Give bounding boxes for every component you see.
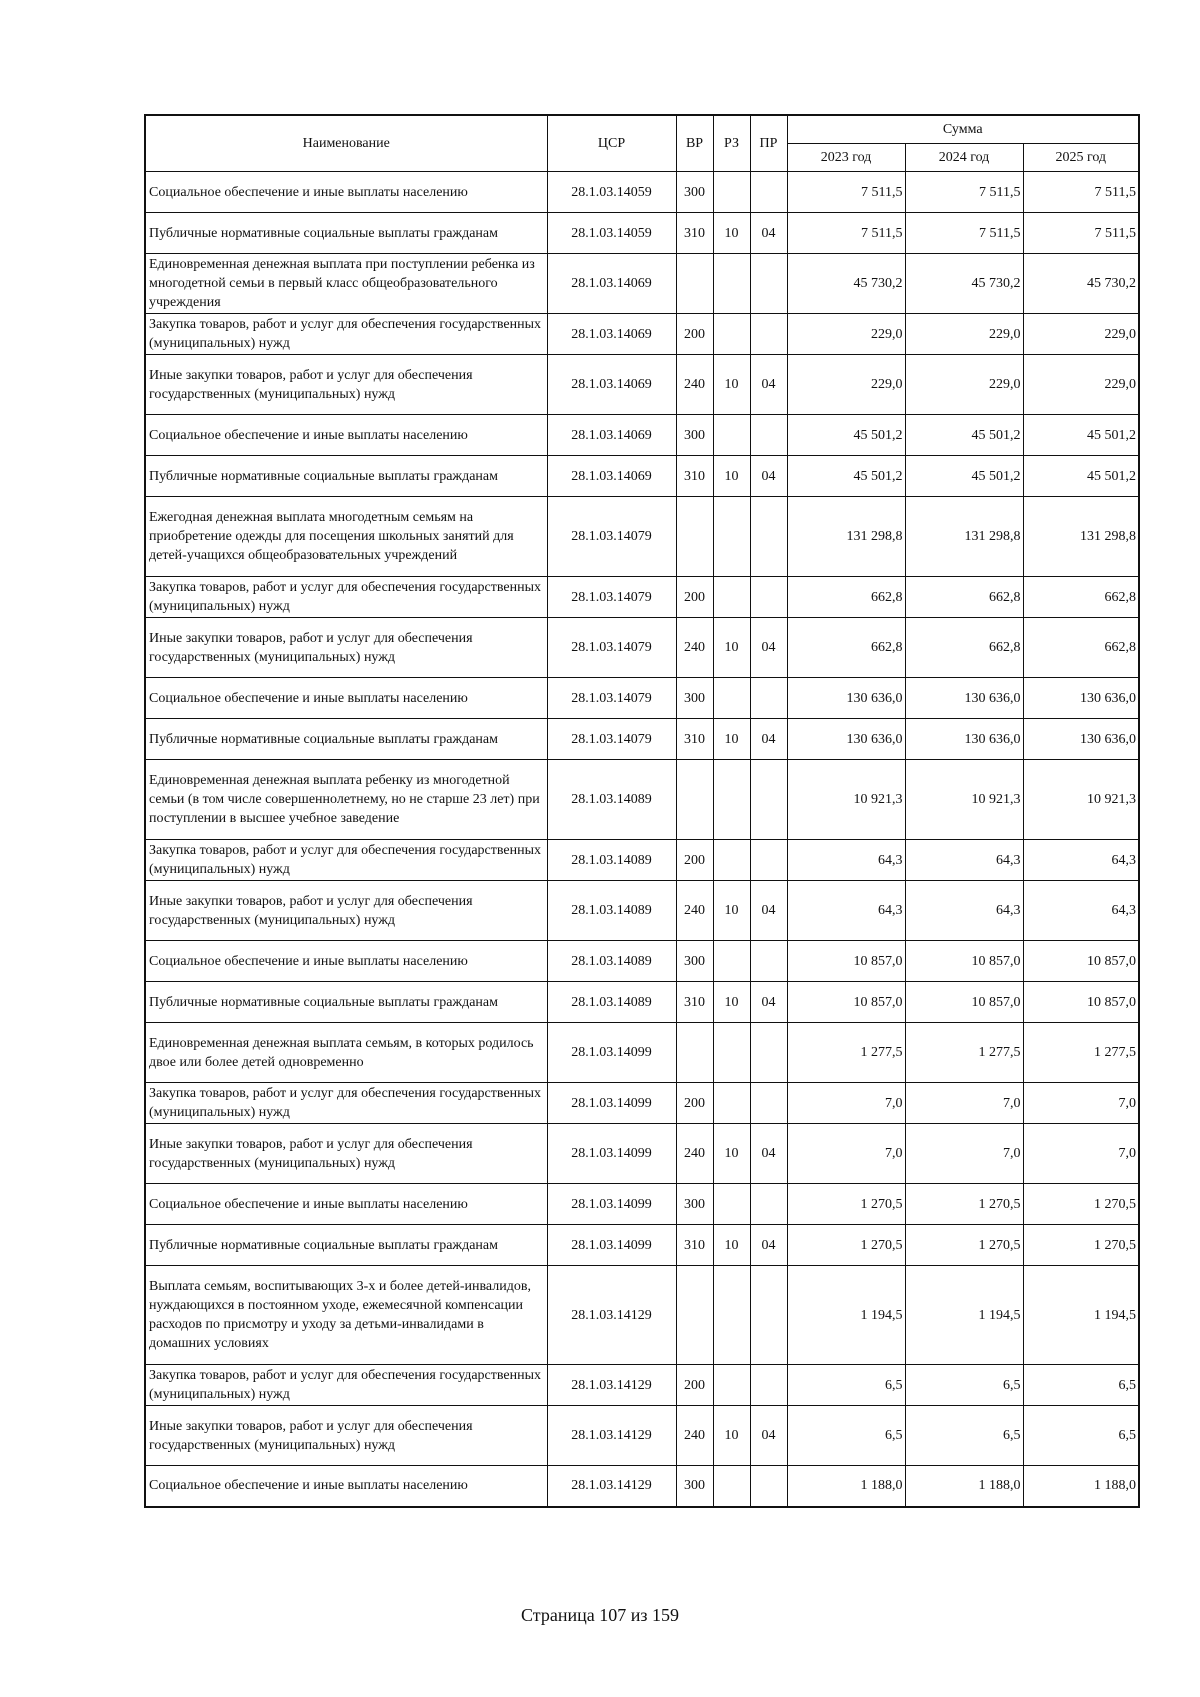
- row-value-2023: 1 270,5: [787, 1184, 905, 1225]
- row-vr: [676, 760, 713, 840]
- row-rz: [713, 1184, 750, 1225]
- row-name: Иные закупки товаров, работ и услуг для обеспечения государственных (муниципальных) нужд: [145, 881, 547, 941]
- row-value-2025: 45 501,2: [1023, 456, 1139, 497]
- row-vr: [676, 254, 713, 314]
- table-row: [145, 254, 1139, 314]
- row-vr: [676, 1266, 713, 1365]
- row-name: Иные закупки товаров, работ и услуг для обеспечения государственных (муниципальных) нужд: [145, 1406, 547, 1466]
- row-pr: [750, 314, 787, 355]
- row-vr: 240: [676, 881, 713, 941]
- row-name: Социальное обеспечение и иные выплаты населению: [145, 678, 547, 719]
- row-name: Закупка товаров, работ и услуг для обеспечения государственных (муниципальных) нужд: [145, 1365, 547, 1406]
- row-value-2023: 1 188,0: [787, 1466, 905, 1507]
- row-vr: 200: [676, 314, 713, 355]
- row-name: Публичные нормативные социальные выплаты гражданам: [145, 1225, 547, 1266]
- header-year-2025: 2025 год: [1023, 144, 1139, 172]
- row-rz: [713, 314, 750, 355]
- row-vr: 200: [676, 1083, 713, 1124]
- row-value-2024: 6,5: [905, 1365, 1023, 1406]
- row-rz: 10: [713, 456, 750, 497]
- row-rz: 10: [713, 881, 750, 941]
- row-value-2023: 45 501,2: [787, 415, 905, 456]
- row-value-2024: 10 857,0: [905, 982, 1023, 1023]
- row-vr: 240: [676, 618, 713, 678]
- row-csr: 28.1.03.14059: [547, 213, 676, 254]
- row-rz: [713, 1023, 750, 1083]
- row-rz: [713, 941, 750, 982]
- table-row: [145, 881, 1139, 941]
- row-value-2025: 7 511,5: [1023, 172, 1139, 213]
- row-vr: [676, 1023, 713, 1083]
- row-name: Единовременная денежная выплата при поступлении ребенка из многодетной семьи в первый класс общеобразовательного учреждения: [145, 254, 547, 314]
- row-value-2025: 130 636,0: [1023, 719, 1139, 760]
- row-value-2025: 6,5: [1023, 1406, 1139, 1466]
- row-rz: [713, 172, 750, 213]
- row-csr: 28.1.03.14069: [547, 415, 676, 456]
- row-value-2024: 229,0: [905, 314, 1023, 355]
- row-value-2024: 1 194,5: [905, 1266, 1023, 1365]
- row-value-2025: 1 277,5: [1023, 1023, 1139, 1083]
- row-csr: 28.1.03.14099: [547, 1124, 676, 1184]
- row-value-2023: 45 501,2: [787, 456, 905, 497]
- row-value-2024: 45 730,2: [905, 254, 1023, 314]
- row-pr: 04: [750, 1406, 787, 1466]
- table-row: [145, 1023, 1139, 1083]
- row-pr: [750, 1266, 787, 1365]
- row-value-2025: 6,5: [1023, 1365, 1139, 1406]
- row-value-2025: 1 194,5: [1023, 1266, 1139, 1365]
- row-vr: 300: [676, 172, 713, 213]
- row-vr: 240: [676, 355, 713, 415]
- table-header: [145, 115, 1139, 172]
- row-value-2024: 130 636,0: [905, 719, 1023, 760]
- row-value-2025: 7 511,5: [1023, 213, 1139, 254]
- row-csr: 28.1.03.14089: [547, 840, 676, 881]
- row-vr: 200: [676, 840, 713, 881]
- row-vr: 240: [676, 1406, 713, 1466]
- header-pr: ПР: [750, 115, 787, 172]
- table-row: [145, 678, 1139, 719]
- row-value-2025: 10 857,0: [1023, 941, 1139, 982]
- table-row: [145, 1184, 1139, 1225]
- row-csr: 28.1.03.14069: [547, 254, 676, 314]
- row-vr: 300: [676, 678, 713, 719]
- row-value-2024: 1 277,5: [905, 1023, 1023, 1083]
- row-value-2025: 45 730,2: [1023, 254, 1139, 314]
- row-rz: 10: [713, 1124, 750, 1184]
- row-pr: [750, 1184, 787, 1225]
- row-value-2023: 64,3: [787, 881, 905, 941]
- header-year-2023: 2023 год: [787, 144, 905, 172]
- row-value-2023: 1 194,5: [787, 1266, 905, 1365]
- table-row: [145, 497, 1139, 577]
- row-csr: 28.1.03.14089: [547, 760, 676, 840]
- row-rz: [713, 254, 750, 314]
- row-pr: 04: [750, 982, 787, 1023]
- table-row: [145, 719, 1139, 760]
- header-year-2024: 2024 год: [905, 144, 1023, 172]
- row-rz: [713, 497, 750, 577]
- row-name: Ежегодная денежная выплата многодетным семьям на приобретение одежды для посещения школьных занятий для детей-учащихся общеобразовательных учреждений: [145, 497, 547, 577]
- table-row: [145, 355, 1139, 415]
- row-value-2024: 45 501,2: [905, 456, 1023, 497]
- row-value-2023: 7 511,5: [787, 172, 905, 213]
- header-vr: ВР: [676, 115, 713, 172]
- row-csr: 28.1.03.14099: [547, 1184, 676, 1225]
- row-value-2024: 1 188,0: [905, 1466, 1023, 1507]
- row-value-2024: 130 636,0: [905, 678, 1023, 719]
- row-vr: [676, 497, 713, 577]
- row-vr: 310: [676, 213, 713, 254]
- row-value-2023: 7,0: [787, 1124, 905, 1184]
- row-value-2023: 7 511,5: [787, 213, 905, 254]
- table-row: [145, 1225, 1139, 1266]
- row-value-2023: 6,5: [787, 1365, 905, 1406]
- row-value-2025: 1 188,0: [1023, 1466, 1139, 1507]
- row-pr: [750, 840, 787, 881]
- table-row: [145, 213, 1139, 254]
- row-rz: [713, 1466, 750, 1507]
- row-vr: 240: [676, 1124, 713, 1184]
- row-pr: [750, 577, 787, 618]
- row-value-2024: 7 511,5: [905, 213, 1023, 254]
- row-value-2023: 64,3: [787, 840, 905, 881]
- row-value-2024: 662,8: [905, 577, 1023, 618]
- row-value-2023: 10 921,3: [787, 760, 905, 840]
- table-row: [145, 415, 1139, 456]
- row-value-2025: 64,3: [1023, 881, 1139, 941]
- row-vr: 300: [676, 1466, 713, 1507]
- row-csr: 28.1.03.14099: [547, 1023, 676, 1083]
- row-name: Публичные нормативные социальные выплаты гражданам: [145, 719, 547, 760]
- row-csr: 28.1.03.14069: [547, 355, 676, 415]
- row-value-2025: 229,0: [1023, 355, 1139, 415]
- row-rz: 10: [713, 719, 750, 760]
- row-name: Публичные нормативные социальные выплаты гражданам: [145, 456, 547, 497]
- row-value-2023: 10 857,0: [787, 982, 905, 1023]
- row-value-2023: 45 730,2: [787, 254, 905, 314]
- row-name: Закупка товаров, работ и услуг для обеспечения государственных (муниципальных) нужд: [145, 577, 547, 618]
- row-pr: [750, 678, 787, 719]
- row-pr: [750, 497, 787, 577]
- row-pr: [750, 172, 787, 213]
- row-value-2025: 229,0: [1023, 314, 1139, 355]
- row-rz: 10: [713, 1225, 750, 1266]
- row-csr: 28.1.03.14079: [547, 678, 676, 719]
- row-value-2024: 7 511,5: [905, 172, 1023, 213]
- row-value-2024: 64,3: [905, 881, 1023, 941]
- row-value-2024: 1 270,5: [905, 1184, 1023, 1225]
- table-row: [145, 1266, 1139, 1365]
- row-value-2024: 10 921,3: [905, 760, 1023, 840]
- row-vr: 310: [676, 719, 713, 760]
- row-rz: [713, 840, 750, 881]
- row-rz: 10: [713, 618, 750, 678]
- row-name: Единовременная денежная выплата ребенку из многодетной семьи (в том числе совершеннолетнему, но не старше 23 лет) при поступлении в высшее учебное заведение: [145, 760, 547, 840]
- row-value-2025: 130 636,0: [1023, 678, 1139, 719]
- row-vr: 310: [676, 982, 713, 1023]
- row-pr: [750, 760, 787, 840]
- row-pr: 04: [750, 1225, 787, 1266]
- row-rz: 10: [713, 982, 750, 1023]
- row-vr: 200: [676, 577, 713, 618]
- row-csr: 28.1.03.14079: [547, 577, 676, 618]
- table-row: [145, 314, 1139, 355]
- table-row: [145, 1406, 1139, 1466]
- row-value-2023: 1 277,5: [787, 1023, 905, 1083]
- row-csr: 28.1.03.14079: [547, 618, 676, 678]
- row-vr: 300: [676, 415, 713, 456]
- row-value-2025: 10 857,0: [1023, 982, 1139, 1023]
- row-csr: 28.1.03.14079: [547, 719, 676, 760]
- row-name: Закупка товаров, работ и услуг для обеспечения государственных (муниципальных) нужд: [145, 1083, 547, 1124]
- row-value-2025: 131 298,8: [1023, 497, 1139, 577]
- table-row: [145, 1124, 1139, 1184]
- row-value-2025: 7,0: [1023, 1083, 1139, 1124]
- row-value-2025: 7,0: [1023, 1124, 1139, 1184]
- row-value-2023: 10 857,0: [787, 941, 905, 982]
- row-value-2024: 6,5: [905, 1406, 1023, 1466]
- row-value-2025: 662,8: [1023, 618, 1139, 678]
- row-name: Социальное обеспечение и иные выплаты населению: [145, 172, 547, 213]
- row-value-2024: 7,0: [905, 1083, 1023, 1124]
- row-rz: [713, 678, 750, 719]
- table-row: [145, 982, 1139, 1023]
- row-value-2025: 45 501,2: [1023, 415, 1139, 456]
- row-csr: 28.1.03.14129: [547, 1266, 676, 1365]
- row-csr: 28.1.03.14079: [547, 497, 676, 577]
- row-value-2024: 1 270,5: [905, 1225, 1023, 1266]
- row-vr: 200: [676, 1365, 713, 1406]
- row-csr: 28.1.03.14089: [547, 982, 676, 1023]
- header-rz: РЗ: [713, 115, 750, 172]
- row-rz: [713, 1083, 750, 1124]
- table-row: [145, 172, 1139, 213]
- table-row: [145, 618, 1139, 678]
- row-value-2023: 662,8: [787, 618, 905, 678]
- row-value-2023: 130 636,0: [787, 719, 905, 760]
- row-vr: 300: [676, 1184, 713, 1225]
- row-value-2024: 662,8: [905, 618, 1023, 678]
- row-value-2023: 7,0: [787, 1083, 905, 1124]
- row-pr: 04: [750, 881, 787, 941]
- row-csr: 28.1.03.14129: [547, 1466, 676, 1507]
- row-pr: 04: [750, 618, 787, 678]
- row-pr: 04: [750, 213, 787, 254]
- row-value-2024: 229,0: [905, 355, 1023, 415]
- row-csr: 28.1.03.14059: [547, 172, 676, 213]
- row-name: Социальное обеспечение и иные выплаты населению: [145, 415, 547, 456]
- row-pr: [750, 415, 787, 456]
- row-csr: 28.1.03.14069: [547, 314, 676, 355]
- row-value-2025: 1 270,5: [1023, 1225, 1139, 1266]
- row-pr: [750, 1466, 787, 1507]
- table-row: [145, 456, 1139, 497]
- row-csr: 28.1.03.14089: [547, 881, 676, 941]
- row-name: Иные закупки товаров, работ и услуг для обеспечения государственных (муниципальных) нужд: [145, 618, 547, 678]
- page-number: Страница 107 из 159: [521, 1605, 679, 1625]
- row-rz: 10: [713, 213, 750, 254]
- row-rz: [713, 1266, 750, 1365]
- row-value-2023: 6,5: [787, 1406, 905, 1466]
- table-body: [145, 172, 1139, 1507]
- row-name: Закупка товаров, работ и услуг для обеспечения государственных (муниципальных) нужд: [145, 314, 547, 355]
- row-vr: 300: [676, 941, 713, 982]
- row-value-2023: 130 636,0: [787, 678, 905, 719]
- row-rz: [713, 577, 750, 618]
- row-value-2024: 10 857,0: [905, 941, 1023, 982]
- row-pr: 04: [750, 719, 787, 760]
- row-csr: 28.1.03.14129: [547, 1406, 676, 1466]
- table-row: [145, 1083, 1139, 1124]
- row-value-2025: 10 921,3: [1023, 760, 1139, 840]
- row-csr: 28.1.03.14099: [547, 1083, 676, 1124]
- row-value-2023: 229,0: [787, 314, 905, 355]
- row-csr: 28.1.03.14069: [547, 456, 676, 497]
- row-rz: [713, 760, 750, 840]
- row-name: Социальное обеспечение и иные выплаты населению: [145, 1466, 547, 1507]
- row-value-2024: 7,0: [905, 1124, 1023, 1184]
- row-name: Иные закупки товаров, работ и услуг для обеспечения государственных (муниципальных) нужд: [145, 355, 547, 415]
- row-name: Социальное обеспечение и иные выплаты населению: [145, 1184, 547, 1225]
- row-pr: [750, 941, 787, 982]
- row-csr: 28.1.03.14129: [547, 1365, 676, 1406]
- row-rz: [713, 1365, 750, 1406]
- header-csr: ЦСР: [547, 115, 676, 172]
- budget-table: [144, 114, 1140, 1508]
- row-vr: 310: [676, 456, 713, 497]
- row-value-2023: 229,0: [787, 355, 905, 415]
- header-name: Наименование: [145, 115, 547, 172]
- table-row: [145, 941, 1139, 982]
- row-name: Публичные нормативные социальные выплаты гражданам: [145, 213, 547, 254]
- row-value-2023: 131 298,8: [787, 497, 905, 577]
- row-name: Закупка товаров, работ и услуг для обеспечения государственных (муниципальных) нужд: [145, 840, 547, 881]
- row-vr: 310: [676, 1225, 713, 1266]
- row-csr: 28.1.03.14089: [547, 941, 676, 982]
- header-sum: Сумма: [787, 115, 1139, 144]
- row-value-2023: 662,8: [787, 577, 905, 618]
- row-value-2025: 64,3: [1023, 840, 1139, 881]
- row-rz: [713, 415, 750, 456]
- row-value-2025: 1 270,5: [1023, 1184, 1139, 1225]
- row-name: Единовременная денежная выплата семьям, в которых родилось двое или более детей одновременно: [145, 1023, 547, 1083]
- table-row: [145, 1466, 1139, 1507]
- row-name: Выплата семьям, воспитывающих 3-х и более детей-инвалидов, нуждающихся в постоянном уходе, ежемесячной компенсации расходов по присмотру и уходу за детьми-инвалидами в домашних условиях: [145, 1266, 547, 1365]
- row-pr: 04: [750, 355, 787, 415]
- table-row: [145, 840, 1139, 881]
- row-value-2024: 45 501,2: [905, 415, 1023, 456]
- table-row: [145, 760, 1139, 840]
- row-value-2024: 131 298,8: [905, 497, 1023, 577]
- row-pr: [750, 1023, 787, 1083]
- row-value-2023: 1 270,5: [787, 1225, 905, 1266]
- row-pr: [750, 254, 787, 314]
- row-csr: 28.1.03.14099: [547, 1225, 676, 1266]
- row-value-2024: 64,3: [905, 840, 1023, 881]
- row-rz: 10: [713, 1406, 750, 1466]
- row-pr: [750, 1365, 787, 1406]
- row-value-2025: 662,8: [1023, 577, 1139, 618]
- row-pr: 04: [750, 1124, 787, 1184]
- row-name: Иные закупки товаров, работ и услуг для обеспечения государственных (муниципальных) нужд: [145, 1124, 547, 1184]
- row-rz: 10: [713, 355, 750, 415]
- table-row: [145, 1365, 1139, 1406]
- row-pr: 04: [750, 456, 787, 497]
- row-name: Социальное обеспечение и иные выплаты населению: [145, 941, 547, 982]
- table-row: [145, 577, 1139, 618]
- row-name: Публичные нормативные социальные выплаты гражданам: [145, 982, 547, 1023]
- row-pr: [750, 1083, 787, 1124]
